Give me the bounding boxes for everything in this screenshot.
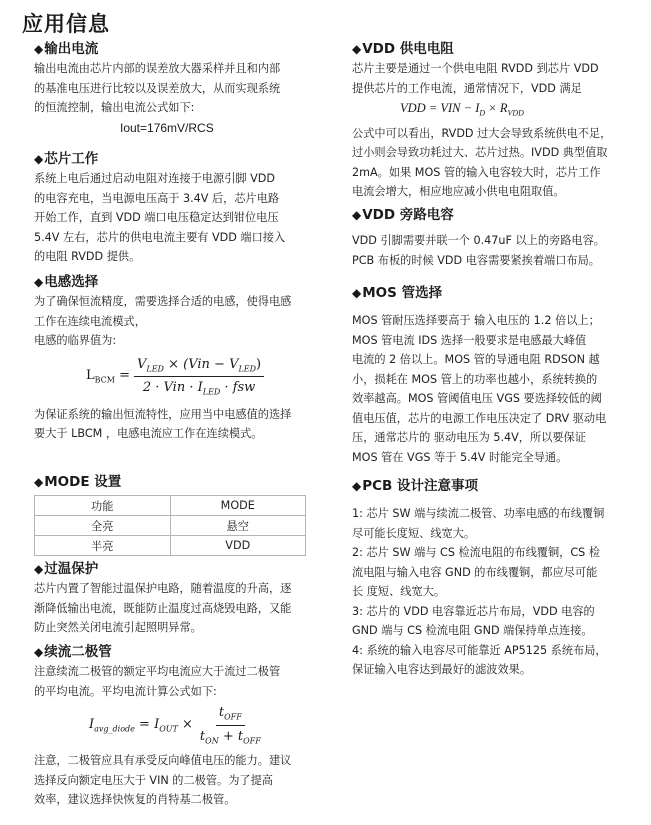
section-mos	[352, 284, 606, 467]
section-body-continued: 为保证系统的输出恒流特性，应用当中电感值的选择 要大于 LBCM ，电感电流应工作在连续模式。	[34, 407, 292, 441]
section-vdd-resistor	[352, 40, 611, 202]
section-body-continued: 注意，二极管应具有承受反向峰值电压的能力。建议 选择反向额定电压大于 VIN 的二极管。为了提高 效率，建议选择快恢复的肖特基二极管。	[34, 754, 292, 807]
section-body: 1: 芯片 SW 端与续流二极管、功率电感的布线覆铜 尽可能长度短、线宽大。 2: 芯片 SW 端与 CS 检流电阻的布线覆铜，CS 检 流电阻与输入电容 GND 的布线覆铜，都应尽可能 长 度短、线宽大。 3: 芯片的 VDD 电容靠近芯片布局，VDD 电容的 GND 端与 CS 检流电阻 GND 端保持单点连接。 4: 系统的输入电容尽可能靠近 AP5125 系统布局， 保证输入电容达到最好的滤波效果。	[352, 507, 607, 676]
vdd-equation: VDD = VIN − $I_D \times R_{VDD}$	[400, 101, 524, 118]
table-row: 功能 MODE	[35, 496, 306, 516]
diamond-bullet-icon: ◆	[352, 479, 362, 493]
section-pcb	[352, 477, 607, 680]
diode-current-equation: $I_{avg\_diode} = I_{OUT}$ × $\frac{t_{OFF}}{t_{ON} + t_{OFF}}$	[89, 705, 291, 745]
section-title: ◆VDD 旁路电容	[352, 207, 454, 223]
section-mode	[34, 473, 306, 556]
section-body: 系统上电后通过启动电阻对连接于电源引脚 VDD 的电容充电，当电源电压高于 3.4V 后，芯片电路 开始工作，直到 VDD 端口电压稳定达到钳位电压 5.4V 左右，芯片的供电电流主要有 VDD 端口接入 的电阻 RVDD 提供。	[34, 172, 286, 263]
section-body: MOS 管耐压选择要高于 输入电压的 1.2 倍以上； MOS 管电流 IDS 选择一般要求是电感最大峰值 电流的 2 倍以上。MOS 管的导通电阻 RDSON 越 小，损耗在 MOS 管上的功率也越小，系统转换的 效率越高。MOS 管阈值电压 VGS 要选择较低的阈 值电压值，芯片的电源工作电压决定了 DRV 驱动电 压，通常芯片的 驱动电压为 5.4V，所以要保证 MOS 管在 VGS 等于 5.4V 时能完全导通。	[352, 314, 607, 464]
section-body: VDD 引脚需要并联一个 0.47uF 以上的旁路电容。 PCB 布板的时候 VDD 电容需要紧挨着端口布局。	[352, 234, 605, 267]
section-freewheel-diode	[34, 643, 291, 810]
section-title: ◆VDD 供电电阻	[352, 41, 454, 57]
section-body: 为了确保恒流精度，需要选择合适的电感，使得电感 工作在连续电流模式， 电感的临界值为:	[34, 295, 292, 347]
section-title: ◆MODE 设置	[34, 474, 122, 490]
mode-table	[34, 495, 306, 556]
section-body: 芯片内置了智能过温保护电路，随着温度的升高，逐 渐降低输出电流，既能防止温度过高烧毁电路，又能 防止突然关闭电流引起照明异常。	[34, 582, 292, 634]
section-title: ◆电感选择	[34, 274, 99, 290]
section-title: ◆芯片工作	[34, 151, 99, 167]
diamond-bullet-icon: ◆	[34, 42, 44, 56]
diamond-bullet-icon: ◆	[352, 208, 362, 222]
diamond-bullet-icon: ◆	[352, 42, 362, 56]
table-row: 全亮 悬空	[35, 516, 306, 536]
section-body-continued: 公式中可以看出，RVDD 过大会导致系统供电不足， 过小则会导致功耗过大、芯片过热。IVDD 典型值取 2mA。如果 MOS 管的输入电容较大时，芯片工作 电流会增大，相应地应减小供电电阻取值。	[352, 126, 612, 198]
diamond-bullet-icon: ◆	[34, 645, 44, 659]
section-inductor	[34, 273, 291, 444]
section-vdd-bypass	[352, 206, 605, 270]
page-title: 应用信息	[22, 12, 110, 36]
table-row: 半亮 VDD	[35, 536, 306, 556]
diamond-bullet-icon: ◆	[34, 275, 44, 289]
section-title: ◆输出电流	[34, 41, 99, 57]
diamond-bullet-icon: ◆	[34, 475, 44, 489]
output-current-formula: Iout=176mV/RCS	[120, 120, 214, 135]
inductor-critical-equation: $L_{BCM}$ = $\frac{V_{LED} \times (Vin - V_{LED})}{2 \cdot Vin \cdot I_{LED} \cdot fsw}$	[86, 357, 291, 397]
section-body: 注意续流二极管的额定平均电流应大于流过二极管 的平均电流。平均电流计算公式如下:	[34, 665, 281, 698]
section-body: 输出电流由芯片内部的误差放大器采样并且和内部 的基准电压进行比较以及误差放大，从而实现系统 的恒流控制，输出电流公式如下:	[34, 62, 281, 114]
diamond-bullet-icon: ◆	[352, 286, 362, 300]
section-title: ◆PCB 设计注意事项	[352, 478, 479, 494]
section-output-current	[34, 40, 306, 138]
diamond-bullet-icon: ◆	[34, 152, 44, 166]
equation-fraction: $\frac{V_{LED} \times (Vin - V_{LED})}{2 \cdot Vin \cdot I_{LED} \cdot fsw}$	[134, 357, 264, 397]
diamond-bullet-icon: ◆	[34, 562, 44, 576]
section-over-temperature	[34, 560, 291, 638]
section-title: ◆过温保护	[34, 561, 99, 577]
section-chip-working	[34, 150, 285, 267]
equation-fraction: $\frac{t_{OFF}}{t_{ON} + t_{OFF}}$	[199, 705, 261, 746]
section-title: ◆续流二极管	[34, 644, 112, 660]
section-title: ◆MOS 管选择	[352, 285, 443, 301]
section-body: 芯片主要是通过一个供电电阻 RVDD 到芯片 VDD 提供芯片的工作电流，通常情况下，VDD 满足	[352, 62, 599, 95]
